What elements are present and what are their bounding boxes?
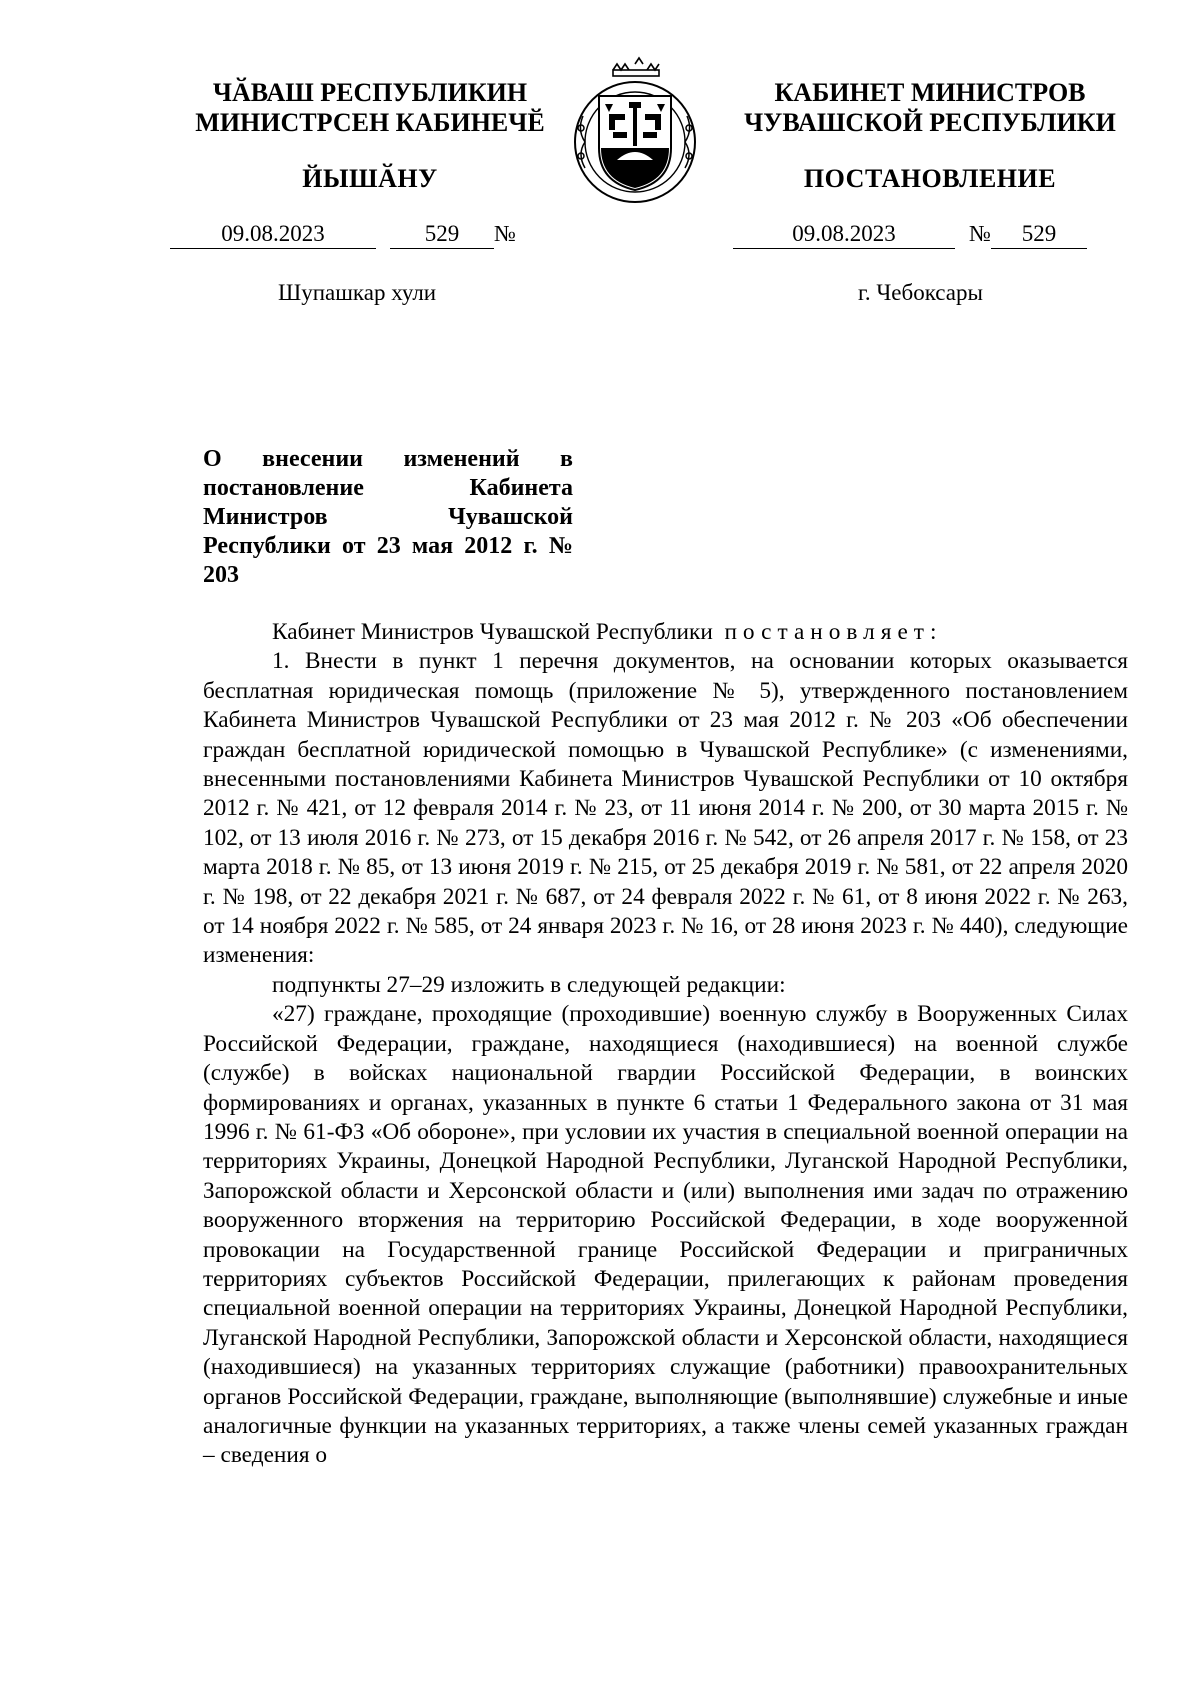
left-city: Шупашкар хули — [278, 280, 437, 305]
document-subject: О внесении изменений в постановление Кабинета Министров Чувашской Республики от 23 мая 2012 г. № 203 — [203, 446, 573, 588]
paragraph-2: подпункты 27–29 изложить в следующей редакции: — [272, 971, 786, 998]
right-org-line2: ЧУВАШСКОЙ РЕСПУБЛИКИ — [744, 108, 1116, 137]
left-org-name — [160, 78, 580, 138]
right-org-name — [720, 78, 1140, 138]
left-org-line2: МИНИСТРСЕН КАБИНЕЧӖ — [195, 108, 545, 137]
chuvash-republic-emblem-icon — [569, 56, 701, 206]
right-date-number-line — [733, 221, 1087, 251]
preamble — [203, 618, 1128, 647]
preamble-verb: постановляет: — [724, 619, 943, 645]
preamble-start: Кабинет Министров Чувашской Республики — [272, 619, 713, 645]
left-date: 09.08.2023 — [170, 221, 376, 249]
right-org-line1: КАБИНЕТ МИНИСТРОВ — [774, 78, 1086, 107]
left-date-number-line — [170, 221, 516, 251]
left-number-sign: № — [494, 221, 516, 246]
right-doc-type: ПОСТАНОВЛЕНИЕ — [803, 164, 1057, 193]
paragraph-1: 1. Внести в пункт 1 перечня документов, на основании которых оказывается бесплатная юридическая помощь (приложение № 5), утвержденного постановлением Кабинета Министров Чувашской Республики от 23 мая 2012 г. № 203 «Об обеспечении граждан бесплатной юридической помощью в Чувашской Республике» (с изменениями, внесенными постановлениями Кабинета Министров Чувашской Республики от 10 октября 2012 г. № 421, от 12 февраля 2014 г. № 23, от 11 июня 2014 г. № 200, от 30 марта 2015 г. № 102, от 13 июля 2016 г. № 273, от 15 декабря 2016 г. № 542, от 26 апреля 2017 г. № 158, от 23 марта 2018 г. № 85, от 13 июня 2019 г. № 215, от 25 декабря 2019 г. № 581, от 22 апреля 2020 г. № 198, от 22 декабря 2021 г. № 687, от 24 февраля 2022 г. № 61, от 8 июня 2022 г. № 263, от 14 ноября 2022 г. № 585, от 24 января 2023 г. № 16, от 28 июня 2023 г. № 440), следующие изменения: — [203, 648, 1128, 969]
document-body — [203, 618, 1128, 1471]
left-doc-type: ЙЫШӐНУ — [302, 164, 438, 193]
right-number: 529 — [991, 221, 1087, 249]
right-number-sign: № — [969, 221, 991, 246]
right-city: г. Чебоксары — [858, 280, 983, 305]
left-number: 529 — [390, 221, 494, 249]
left-org-line1: ЧӐВАШ РЕСПУБЛИКИН — [212, 78, 528, 107]
paragraph-3: «27) граждане, проходящие (проходившие) военную службу в Вооруженных Силах Российской Федерации, граждане, находящиеся (находившиеся) на военной службе (службе) в войсках национальной гвардии Российской Федерации, в воинских формированиях и органах, указанных в пункте 6 статьи 1 Федерального закона от 31 мая 1996 г. № 61-ФЗ «Об обороне», при условии их участия в специальной военной операции на территориях Украины, Донецкой Народной Республики, Луганской Народной Республики, Запорожской области и Херсонской области и (или) выполнения ими задач по отражению вооруженного вторжения на территорию Российской Федерации, в ходе вооруженной провокации на Государственной границе Российской Федерации и приграничных территориях субъектов Российской Федерации, прилегающих к районам проведения специальной военной операции на территориях Украины, Донецкой Народной Республики, Луганской Народной Республики, Запорожской области и Херсонской области, находящиеся (находившиеся) на указанных территориях служащие (работники) правоохранительных органов Российской Федерации, граждане, выполняющие (выполнявшие) служебные и иные аналогичные функции на указанных территориях, а также члены семей указанных граждан – сведения о — [203, 1001, 1128, 1469]
right-date: 09.08.2023 — [733, 221, 955, 249]
